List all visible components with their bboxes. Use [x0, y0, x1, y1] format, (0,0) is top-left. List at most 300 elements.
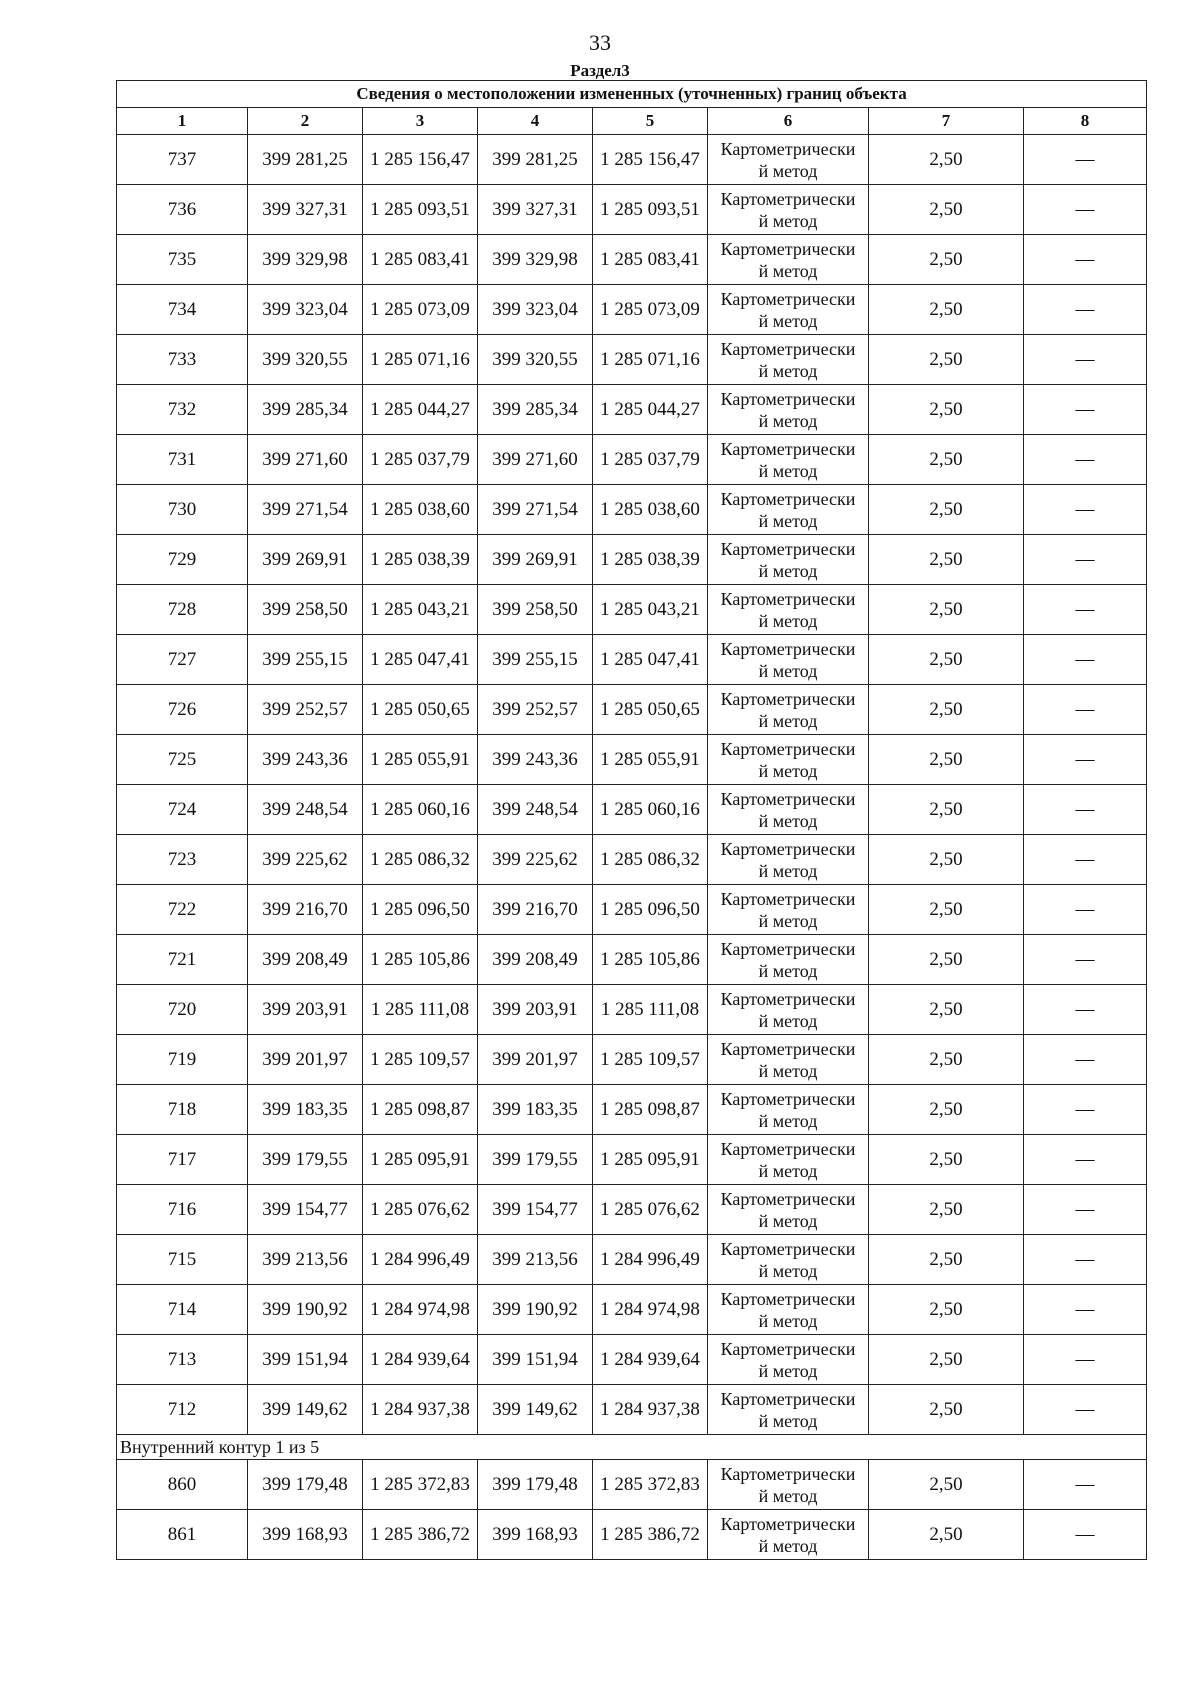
- y-coordinate-refined-cell: 1 285 076,62: [593, 1185, 708, 1235]
- method-line2: й метод: [758, 210, 818, 231]
- method-cell: [708, 685, 869, 735]
- point-number-cell: 733: [117, 335, 248, 385]
- x-coordinate-refined-cell: 399 320,55: [478, 335, 593, 385]
- point-number-cell: 720: [117, 985, 248, 1035]
- accuracy-cell: 2,50: [869, 185, 1024, 235]
- table-row: [117, 835, 1147, 885]
- point-number-cell: 715: [117, 1235, 248, 1285]
- accuracy-cell: 2,50: [869, 1285, 1024, 1335]
- method-line1: Картометрически: [720, 1138, 856, 1159]
- y-coordinate-refined-cell: 1 284 974,98: [593, 1285, 708, 1335]
- point-number-cell: 736: [117, 185, 248, 235]
- y-coordinate-cell: 1 285 098,87: [363, 1085, 478, 1135]
- table-row: [117, 1235, 1147, 1285]
- table-row: [117, 635, 1147, 685]
- note-cell: —: [1024, 685, 1147, 735]
- y-coordinate-refined-cell: 1 284 937,38: [593, 1385, 708, 1435]
- note-cell: —: [1024, 985, 1147, 1035]
- point-number-cell: 726: [117, 685, 248, 735]
- method-line1: Картометрически: [720, 488, 856, 509]
- method-cell: [708, 935, 869, 985]
- column-number: 3: [363, 108, 478, 135]
- method-line1: Картометрически: [720, 388, 856, 409]
- method-line1: Картометрически: [720, 1238, 856, 1259]
- x-coordinate-refined-cell: 399 179,55: [478, 1135, 593, 1185]
- method-line2: й метод: [758, 660, 818, 681]
- point-number-cell: 721: [117, 935, 248, 985]
- y-coordinate-cell: 1 285 076,62: [363, 1185, 478, 1235]
- y-coordinate-refined-cell: 1 285 156,47: [593, 135, 708, 185]
- note-cell: —: [1024, 285, 1147, 335]
- note-cell: —: [1024, 885, 1147, 935]
- method-line1: Картометрически: [720, 688, 856, 709]
- note-cell: —: [1024, 1085, 1147, 1135]
- y-coordinate-cell: 1 285 047,41: [363, 635, 478, 685]
- accuracy-cell: 2,50: [869, 285, 1024, 335]
- accuracy-cell: 2,50: [869, 585, 1024, 635]
- y-coordinate-refined-cell: 1 285 111,08: [593, 985, 708, 1035]
- x-coordinate-refined-cell: 399 203,91: [478, 985, 593, 1035]
- x-coordinate-refined-cell: 399 255,15: [478, 635, 593, 685]
- method-cell: [708, 1335, 869, 1385]
- method-line2: й метод: [758, 310, 818, 331]
- y-coordinate-refined-cell: 1 285 372,83: [593, 1460, 708, 1510]
- method-line1: Картометрически: [720, 1513, 856, 1534]
- table-row: [117, 335, 1147, 385]
- method-line2: й метод: [758, 960, 818, 981]
- point-number-cell: 727: [117, 635, 248, 685]
- column-number: 5: [593, 108, 708, 135]
- table-row: [117, 185, 1147, 235]
- method-line2: й метод: [758, 360, 818, 381]
- x-coordinate-cell: 399 225,62: [248, 835, 363, 885]
- method-line2: й метод: [758, 1485, 818, 1506]
- y-coordinate-cell: 1 285 055,91: [363, 735, 478, 785]
- table-row: [117, 885, 1147, 935]
- y-coordinate-cell: 1 285 043,21: [363, 585, 478, 635]
- column-number: 2: [248, 108, 363, 135]
- accuracy-cell: 2,50: [869, 935, 1024, 985]
- x-coordinate-cell: 399 281,25: [248, 135, 363, 185]
- method-line1: Картометрически: [720, 938, 856, 959]
- point-number-cell: 737: [117, 135, 248, 185]
- method-line2: й метод: [758, 1060, 818, 1081]
- point-number-cell: 735: [117, 235, 248, 285]
- y-coordinate-cell: 1 285 105,86: [363, 935, 478, 985]
- main-rows: [117, 135, 1147, 1435]
- method-line2: й метод: [758, 1210, 818, 1231]
- table-row: [117, 935, 1147, 985]
- page-number: 33: [589, 30, 611, 55]
- accuracy-cell: 2,50: [869, 635, 1024, 685]
- boundary-coordinates-table: [116, 80, 1147, 1560]
- x-coordinate-refined-cell: 399 243,36: [478, 735, 593, 785]
- method-line1: Картометрически: [720, 888, 856, 909]
- point-number-cell: 719: [117, 1035, 248, 1085]
- method-line1: Картометрически: [720, 988, 856, 1009]
- method-line1: Картометрически: [720, 1338, 856, 1359]
- accuracy-cell: 2,50: [869, 1035, 1024, 1085]
- y-coordinate-cell: 1 285 073,09: [363, 285, 478, 335]
- method-line1: Картометрически: [720, 1388, 856, 1409]
- y-coordinate-cell: 1 285 083,41: [363, 235, 478, 285]
- y-coordinate-refined-cell: 1 285 043,21: [593, 585, 708, 635]
- x-coordinate-refined-cell: 399 183,35: [478, 1085, 593, 1135]
- method-cell: [708, 135, 869, 185]
- table-row: [117, 1460, 1147, 1510]
- x-coordinate-cell: 399 203,91: [248, 985, 363, 1035]
- method-line1: Картометрически: [720, 1088, 856, 1109]
- table-row: [117, 785, 1147, 835]
- accuracy-cell: 2,50: [869, 1185, 1024, 1235]
- x-coordinate-cell: 399 258,50: [248, 585, 363, 635]
- x-coordinate-refined-cell: 399 201,97: [478, 1035, 593, 1085]
- point-number-cell: 722: [117, 885, 248, 935]
- x-coordinate-refined-cell: 399 252,57: [478, 685, 593, 735]
- method-cell: [708, 535, 869, 585]
- y-coordinate-refined-cell: 1 285 386,72: [593, 1510, 708, 1560]
- accuracy-cell: 2,50: [869, 1135, 1024, 1185]
- method-line1: Картометрически: [720, 838, 856, 859]
- point-number-cell: 723: [117, 835, 248, 885]
- method-cell: [708, 335, 869, 385]
- point-number-cell: 712: [117, 1385, 248, 1435]
- y-coordinate-cell: 1 285 386,72: [363, 1510, 478, 1560]
- y-coordinate-cell: 1 285 060,16: [363, 785, 478, 835]
- method-cell: [708, 1135, 869, 1185]
- y-coordinate-refined-cell: 1 285 050,65: [593, 685, 708, 735]
- x-coordinate-cell: 399 248,54: [248, 785, 363, 835]
- table-row: [117, 1135, 1147, 1185]
- column-number: 8: [1024, 108, 1147, 135]
- method-cell: [708, 635, 869, 685]
- method-line1: Картометрически: [720, 288, 856, 309]
- method-line2: й метод: [758, 810, 818, 831]
- y-coordinate-refined-cell: 1 285 055,91: [593, 735, 708, 785]
- y-coordinate-refined-cell: 1 285 071,16: [593, 335, 708, 385]
- method-line1: Картометрически: [720, 538, 856, 559]
- method-cell: [708, 1185, 869, 1235]
- table-row: [117, 435, 1147, 485]
- x-coordinate-cell: 399 151,94: [248, 1335, 363, 1385]
- method-cell: [708, 985, 869, 1035]
- table-row: [117, 285, 1147, 335]
- method-line2: й метод: [758, 1160, 818, 1181]
- x-coordinate-cell: 399 243,36: [248, 735, 363, 785]
- method-line2: й метод: [758, 1110, 818, 1131]
- table-row: [117, 1035, 1147, 1085]
- y-coordinate-refined-cell: 1 285 109,57: [593, 1035, 708, 1085]
- contour-rows: [117, 1460, 1147, 1560]
- table-row: [117, 1510, 1147, 1560]
- x-coordinate-cell: 399 329,98: [248, 235, 363, 285]
- accuracy-cell: 2,50: [869, 485, 1024, 535]
- accuracy-cell: 2,50: [869, 1335, 1024, 1385]
- x-coordinate-cell: 399 168,93: [248, 1510, 363, 1560]
- method-line1: Картометрически: [720, 338, 856, 359]
- contour-label: Внутренний контур 1 из 5: [117, 1435, 1147, 1460]
- note-cell: —: [1024, 485, 1147, 535]
- x-coordinate-cell: 399 285,34: [248, 385, 363, 435]
- x-coordinate-cell: 399 271,60: [248, 435, 363, 485]
- accuracy-cell: 2,50: [869, 885, 1024, 935]
- point-number-cell: 861: [117, 1510, 248, 1560]
- table-row: [117, 535, 1147, 585]
- method-line1: Картометрически: [720, 1463, 856, 1484]
- x-coordinate-refined-cell: 399 329,98: [478, 235, 593, 285]
- y-coordinate-cell: 1 284 996,49: [363, 1235, 478, 1285]
- y-coordinate-refined-cell: 1 284 939,64: [593, 1335, 708, 1385]
- point-number-cell: 729: [117, 535, 248, 585]
- x-coordinate-refined-cell: 399 190,92: [478, 1285, 593, 1335]
- x-coordinate-refined-cell: 399 168,93: [478, 1510, 593, 1560]
- method-cell: [708, 1460, 869, 1510]
- method-line2: й метод: [758, 1310, 818, 1331]
- method-cell: [708, 885, 869, 935]
- y-coordinate-cell: 1 284 937,38: [363, 1385, 478, 1435]
- note-cell: —: [1024, 1185, 1147, 1235]
- y-coordinate-cell: 1 285 050,65: [363, 685, 478, 735]
- table-row: [117, 1285, 1147, 1335]
- method-cell: [708, 785, 869, 835]
- method-line1: Картометрически: [720, 788, 856, 809]
- accuracy-cell: 2,50: [869, 985, 1024, 1035]
- method-cell: [708, 1035, 869, 1085]
- note-cell: —: [1024, 1235, 1147, 1285]
- contour-row: [117, 1435, 1147, 1460]
- x-coordinate-cell: 399 320,55: [248, 335, 363, 385]
- y-coordinate-refined-cell: 1 285 105,86: [593, 935, 708, 985]
- note-cell: —: [1024, 185, 1147, 235]
- table-row: [117, 235, 1147, 285]
- method-line2: й метод: [758, 610, 818, 631]
- method-cell: [708, 1085, 869, 1135]
- method-cell: [708, 1510, 869, 1560]
- y-coordinate-cell: 1 285 037,79: [363, 435, 478, 485]
- note-cell: —: [1024, 785, 1147, 835]
- y-coordinate-cell: 1 285 096,50: [363, 885, 478, 935]
- note-cell: —: [1024, 335, 1147, 385]
- accuracy-cell: 2,50: [869, 835, 1024, 885]
- column-number: 6: [708, 108, 869, 135]
- method-cell: [708, 485, 869, 535]
- point-number-cell: 714: [117, 1285, 248, 1335]
- accuracy-cell: 2,50: [869, 235, 1024, 285]
- x-coordinate-refined-cell: 399 154,77: [478, 1185, 593, 1235]
- method-cell: [708, 185, 869, 235]
- point-number-cell: 860: [117, 1460, 248, 1510]
- y-coordinate-cell: 1 285 093,51: [363, 185, 478, 235]
- method-line1: Картометрически: [720, 738, 856, 759]
- method-line2: й метод: [758, 1260, 818, 1281]
- accuracy-cell: 2,50: [869, 135, 1024, 185]
- y-coordinate-refined-cell: 1 285 096,50: [593, 885, 708, 935]
- x-coordinate-refined-cell: 399 208,49: [478, 935, 593, 985]
- method-cell: [708, 385, 869, 435]
- y-coordinate-refined-cell: 1 285 037,79: [593, 435, 708, 485]
- y-coordinate-cell: 1 284 939,64: [363, 1335, 478, 1385]
- note-cell: —: [1024, 235, 1147, 285]
- y-coordinate-refined-cell: 1 285 083,41: [593, 235, 708, 285]
- method-line2: й метод: [758, 260, 818, 281]
- note-cell: —: [1024, 1510, 1147, 1560]
- x-coordinate-refined-cell: 399 271,60: [478, 435, 593, 485]
- accuracy-cell: 2,50: [869, 735, 1024, 785]
- note-cell: —: [1024, 1385, 1147, 1435]
- table-row: [117, 135, 1147, 185]
- method-line2: й метод: [758, 510, 818, 531]
- section-title: Раздел3: [570, 61, 630, 80]
- x-coordinate-refined-cell: 399 323,04: [478, 285, 593, 335]
- note-cell: —: [1024, 735, 1147, 785]
- y-coordinate-refined-cell: 1 285 098,87: [593, 1085, 708, 1135]
- y-coordinate-cell: 1 285 372,83: [363, 1460, 478, 1510]
- note-cell: —: [1024, 1035, 1147, 1085]
- table-row: [117, 1385, 1147, 1435]
- method-line2: й метод: [758, 160, 818, 181]
- point-number-cell: 713: [117, 1335, 248, 1385]
- point-number-cell: 725: [117, 735, 248, 785]
- point-number-cell: 717: [117, 1135, 248, 1185]
- method-cell: [708, 735, 869, 785]
- note-cell: —: [1024, 935, 1147, 985]
- x-coordinate-cell: 399 190,92: [248, 1285, 363, 1335]
- x-coordinate-cell: 399 149,62: [248, 1385, 363, 1435]
- method-line2: й метод: [758, 860, 818, 881]
- note-cell: —: [1024, 835, 1147, 885]
- table-row: [117, 1085, 1147, 1135]
- method-line2: й метод: [758, 1535, 818, 1556]
- note-cell: —: [1024, 1460, 1147, 1510]
- y-coordinate-refined-cell: 1 285 044,27: [593, 385, 708, 435]
- x-coordinate-cell: 399 252,57: [248, 685, 363, 735]
- accuracy-cell: 2,50: [869, 385, 1024, 435]
- note-cell: —: [1024, 535, 1147, 585]
- note-cell: —: [1024, 1135, 1147, 1185]
- x-coordinate-refined-cell: 399 285,34: [478, 385, 593, 435]
- x-coordinate-cell: 399 323,04: [248, 285, 363, 335]
- note-cell: —: [1024, 1285, 1147, 1335]
- y-coordinate-refined-cell: 1 285 047,41: [593, 635, 708, 685]
- x-coordinate-cell: 399 255,15: [248, 635, 363, 685]
- y-coordinate-cell: 1 284 974,98: [363, 1285, 478, 1335]
- table-caption: Сведения о местоположении измененных (уточненных) границ объекта: [117, 81, 1147, 108]
- y-coordinate-cell: 1 285 038,60: [363, 485, 478, 535]
- method-line1: Картометрически: [720, 1038, 856, 1059]
- method-line1: Картометрически: [720, 588, 856, 609]
- method-line2: й метод: [758, 410, 818, 431]
- y-coordinate-refined-cell: 1 285 038,60: [593, 485, 708, 535]
- x-coordinate-cell: 399 213,56: [248, 1235, 363, 1285]
- accuracy-cell: 2,50: [869, 535, 1024, 585]
- table-row: [117, 1335, 1147, 1385]
- note-cell: —: [1024, 585, 1147, 635]
- table-row: [117, 585, 1147, 635]
- y-coordinate-cell: 1 285 044,27: [363, 385, 478, 435]
- method-line1: Картометрически: [720, 188, 856, 209]
- point-number-cell: 734: [117, 285, 248, 335]
- table-row: [117, 735, 1147, 785]
- x-coordinate-refined-cell: 399 179,48: [478, 1460, 593, 1510]
- method-line2: й метод: [758, 560, 818, 581]
- method-line2: й метод: [758, 760, 818, 781]
- y-coordinate-cell: 1 285 071,16: [363, 335, 478, 385]
- method-line1: Картометрически: [720, 1288, 856, 1309]
- table-row: [117, 1185, 1147, 1235]
- column-number: 4: [478, 108, 593, 135]
- method-line2: й метод: [758, 1010, 818, 1031]
- y-coordinate-cell: 1 285 111,08: [363, 985, 478, 1035]
- x-coordinate-refined-cell: 399 327,31: [478, 185, 593, 235]
- point-number-cell: 716: [117, 1185, 248, 1235]
- point-number-cell: 730: [117, 485, 248, 535]
- x-coordinate-refined-cell: 399 225,62: [478, 835, 593, 885]
- table-row: [117, 985, 1147, 1035]
- method-cell: [708, 285, 869, 335]
- method-line1: Картометрически: [720, 238, 856, 259]
- y-coordinate-cell: 1 285 038,39: [363, 535, 478, 585]
- accuracy-cell: 2,50: [869, 435, 1024, 485]
- method-line1: Картометрически: [720, 638, 856, 659]
- method-cell: [708, 585, 869, 635]
- x-coordinate-refined-cell: 399 216,70: [478, 885, 593, 935]
- method-line2: й метод: [758, 460, 818, 481]
- x-coordinate-refined-cell: 399 269,91: [478, 535, 593, 585]
- table-row: [117, 685, 1147, 735]
- y-coordinate-cell: 1 285 095,91: [363, 1135, 478, 1185]
- point-number-cell: 731: [117, 435, 248, 485]
- note-cell: —: [1024, 435, 1147, 485]
- point-number-cell: 732: [117, 385, 248, 435]
- x-coordinate-refined-cell: 399 248,54: [478, 785, 593, 835]
- method-line2: й метод: [758, 1360, 818, 1381]
- x-coordinate-refined-cell: 399 213,56: [478, 1235, 593, 1285]
- accuracy-cell: 2,50: [869, 1235, 1024, 1285]
- column-number: 1: [117, 108, 248, 135]
- x-coordinate-cell: 399 183,35: [248, 1085, 363, 1135]
- method-line1: Картометрически: [720, 438, 856, 459]
- note-cell: —: [1024, 385, 1147, 435]
- accuracy-cell: 2,50: [869, 1460, 1024, 1510]
- note-cell: —: [1024, 135, 1147, 185]
- accuracy-cell: 2,50: [869, 335, 1024, 385]
- y-coordinate-refined-cell: 1 285 060,16: [593, 785, 708, 835]
- accuracy-cell: 2,50: [869, 785, 1024, 835]
- x-coordinate-cell: 399 208,49: [248, 935, 363, 985]
- note-cell: —: [1024, 635, 1147, 685]
- method-cell: [708, 435, 869, 485]
- x-coordinate-refined-cell: 399 258,50: [478, 585, 593, 635]
- accuracy-cell: 2,50: [869, 1385, 1024, 1435]
- x-coordinate-cell: 399 269,91: [248, 535, 363, 585]
- method-line1: Картометрически: [720, 1188, 856, 1209]
- y-coordinate-refined-cell: 1 285 095,91: [593, 1135, 708, 1185]
- y-coordinate-cell: 1 285 109,57: [363, 1035, 478, 1085]
- method-line2: й метод: [758, 710, 818, 731]
- x-coordinate-refined-cell: 399 151,94: [478, 1335, 593, 1385]
- x-coordinate-cell: 399 179,48: [248, 1460, 363, 1510]
- point-number-cell: 724: [117, 785, 248, 835]
- accuracy-cell: 2,50: [869, 685, 1024, 735]
- x-coordinate-refined-cell: 399 149,62: [478, 1385, 593, 1435]
- table-row: [117, 485, 1147, 535]
- y-coordinate-refined-cell: 1 284 996,49: [593, 1235, 708, 1285]
- y-coordinate-refined-cell: 1 285 038,39: [593, 535, 708, 585]
- note-cell: —: [1024, 1335, 1147, 1385]
- method-line1: Картометрически: [720, 138, 856, 159]
- x-coordinate-refined-cell: 399 271,54: [478, 485, 593, 535]
- x-coordinate-cell: 399 201,97: [248, 1035, 363, 1085]
